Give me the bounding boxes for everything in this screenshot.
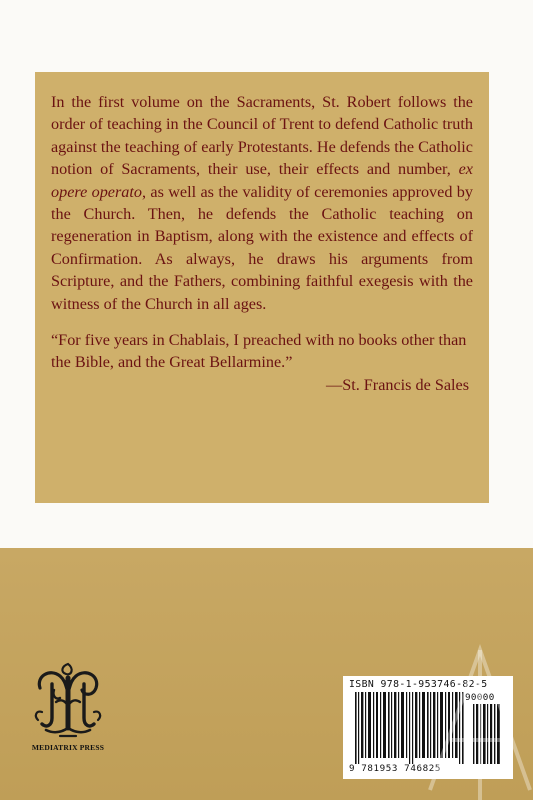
publisher-name: MEDIATRIX PRESS xyxy=(31,743,105,752)
right-margin xyxy=(510,0,533,548)
endorsement-quote: “For five years in Chablais, I preached with no books other than the Bible, and the Great Bellarmine.” xyxy=(51,331,467,372)
description-panel xyxy=(35,72,489,503)
publisher-logo xyxy=(26,658,110,754)
isbn-label: ISBN 978-1-953746-82-5 xyxy=(349,679,488,690)
description-text-2: , as well as the validity of ceremonies approved by the Church. Then, he defends the Catholic teaching on regeneration in Baptism, along with the existence and effects of Confirmation. As always, he draws his arguments from Scripture, and the Fathers, combining faithful exegesis with the witness of the Church in all ages. xyxy=(51,182,473,313)
barcode-digits: 9 781953 746825 xyxy=(349,763,441,774)
marian-monogram-icon xyxy=(26,658,110,742)
book-description xyxy=(51,91,473,315)
description-italic-phrase: ex opere operato xyxy=(51,160,473,201)
quote-attribution: —St. Francis de Sales xyxy=(326,375,469,394)
barcode-addon-digits: 90000 xyxy=(465,692,495,703)
isbn-barcode xyxy=(343,676,513,779)
description-text-1: In the first volume on the Sacraments, St. Robert follows the order of teaching in the Council of Trent to defend Catholic truth against the teaching of early Protestants. He defends the Catholic notion of Sacraments, their use, their effects and number, xyxy=(51,93,473,179)
